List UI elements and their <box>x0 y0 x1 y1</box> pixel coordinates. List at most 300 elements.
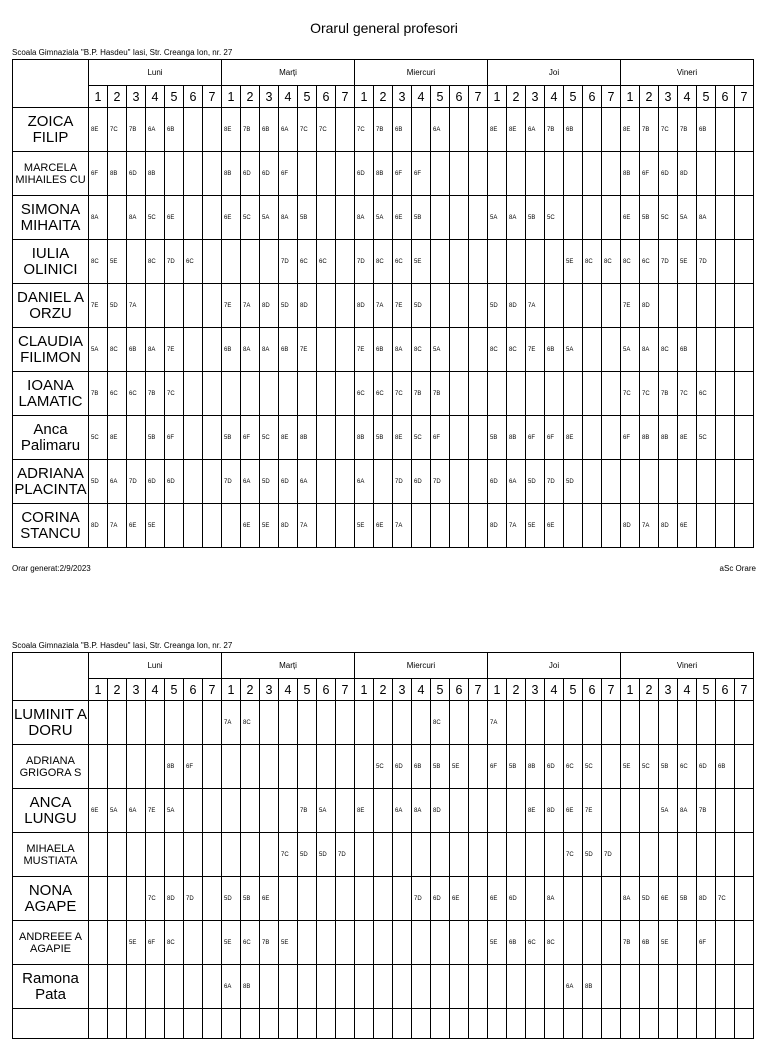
lesson-cell <box>583 284 602 328</box>
lesson-cell <box>89 921 108 965</box>
lesson-cell: 7C <box>621 372 640 416</box>
lesson-cell: 5A <box>621 328 640 372</box>
lesson-cell <box>374 877 393 921</box>
lesson-cell: 7D <box>659 240 678 284</box>
day-header-row <box>13 60 754 86</box>
lesson-cell: 6C <box>184 240 203 284</box>
lesson-cell <box>336 108 355 152</box>
lesson-cell: 8D <box>298 284 317 328</box>
lesson-cell: 8C <box>621 240 640 284</box>
lesson-cell <box>488 789 507 833</box>
lesson-cell: 6C <box>241 921 260 965</box>
lesson-cell: 5E <box>146 504 165 548</box>
lesson-cell: 6A <box>564 965 583 1009</box>
lesson-cell: 6E <box>241 504 260 548</box>
teacher-name: ZOICA FILIP <box>13 108 89 152</box>
lesson-cell <box>659 965 678 1009</box>
lesson-cell: 6E <box>222 196 241 240</box>
lesson-cell <box>602 152 621 196</box>
lesson-cell <box>165 833 184 877</box>
lesson-cell <box>507 833 526 877</box>
lesson-cell <box>526 152 545 196</box>
lesson-cell: 6D <box>545 745 564 789</box>
lesson-cell: 8E <box>355 789 374 833</box>
lesson-cell: 8C <box>108 328 127 372</box>
lesson-cell: 5A <box>89 328 108 372</box>
teacher-name: MIHAELA MUSTIATA <box>13 833 89 877</box>
lesson-cell <box>526 701 545 745</box>
lesson-cell <box>469 152 488 196</box>
lesson-cell <box>184 833 203 877</box>
period-number: 2 <box>507 679 526 701</box>
lesson-cell <box>317 196 336 240</box>
lesson-cell <box>678 921 697 965</box>
period-number: 5 <box>564 86 583 108</box>
teacher-name: LUMINIT A DORU <box>13 701 89 745</box>
lesson-cell <box>602 921 621 965</box>
lesson-cell <box>716 372 735 416</box>
lesson-cell <box>184 328 203 372</box>
lesson-cell: 6D <box>279 460 298 504</box>
period-number: 6 <box>583 86 602 108</box>
lesson-cell <box>317 416 336 460</box>
lesson-cell: 6D <box>412 460 431 504</box>
lesson-cell <box>469 416 488 460</box>
lesson-cell <box>317 965 336 1009</box>
lesson-cell: 8C <box>659 328 678 372</box>
lesson-cell: 6F <box>393 152 412 196</box>
lesson-cell <box>108 833 127 877</box>
lesson-cell <box>469 504 488 548</box>
lesson-cell: 8A <box>545 877 564 921</box>
lesson-cell <box>222 504 241 548</box>
lesson-cell: 7C <box>678 372 697 416</box>
lesson-cell <box>108 701 127 745</box>
lesson-cell: 6B <box>716 745 735 789</box>
lesson-cell <box>355 877 374 921</box>
lesson-cell <box>545 152 564 196</box>
lesson-cell <box>507 372 526 416</box>
period-number: 6 <box>184 86 203 108</box>
lesson-cell <box>279 789 298 833</box>
lesson-cell: 5C <box>89 416 108 460</box>
lesson-cell: 8D <box>89 504 108 548</box>
lesson-cell: 8D <box>678 152 697 196</box>
lesson-cell <box>260 833 279 877</box>
lesson-cell <box>412 921 431 965</box>
lesson-cell: 6D <box>260 152 279 196</box>
lesson-cell <box>317 328 336 372</box>
lesson-cell <box>412 108 431 152</box>
period-number: 4 <box>279 679 298 701</box>
lesson-cell: 7C <box>564 833 583 877</box>
lesson-cell <box>735 416 754 460</box>
lesson-cell: 8A <box>127 196 146 240</box>
lesson-cell: 6D <box>127 152 146 196</box>
lesson-cell: 6A <box>222 965 241 1009</box>
day-header: Marți <box>222 60 355 86</box>
lesson-cell: 6D <box>165 460 184 504</box>
lesson-cell: 6B <box>374 328 393 372</box>
lesson-cell: 8D <box>621 504 640 548</box>
lesson-cell: 5A <box>431 328 450 372</box>
lesson-cell <box>412 701 431 745</box>
teacher-row <box>13 504 754 548</box>
lesson-cell: 6E <box>659 877 678 921</box>
lesson-cell <box>526 833 545 877</box>
lesson-cell: 7A <box>222 701 241 745</box>
lesson-cell: 7B <box>621 921 640 965</box>
lesson-cell: 8A <box>621 877 640 921</box>
period-number: 4 <box>545 679 564 701</box>
lesson-cell <box>583 877 602 921</box>
teacher-row <box>13 701 754 745</box>
lesson-cell <box>146 701 165 745</box>
document-title: Orarul general profesori <box>310 20 458 36</box>
period-number: 4 <box>412 86 431 108</box>
lesson-cell <box>450 108 469 152</box>
lesson-cell: 6A <box>241 460 260 504</box>
lesson-cell <box>602 701 621 745</box>
lesson-cell: 5D <box>279 284 298 328</box>
lesson-cell <box>450 833 469 877</box>
lesson-cell: 8D <box>545 789 564 833</box>
period-number: 6 <box>450 86 469 108</box>
lesson-cell <box>583 416 602 460</box>
lesson-cell <box>507 789 526 833</box>
period-number: 1 <box>488 86 507 108</box>
lesson-cell <box>716 284 735 328</box>
lesson-cell <box>602 789 621 833</box>
corner-cell <box>13 60 89 108</box>
lesson-cell: 6D <box>488 460 507 504</box>
lesson-cell: 8E <box>564 416 583 460</box>
lesson-cell: 5B <box>146 416 165 460</box>
lesson-cell: 6C <box>697 372 716 416</box>
lesson-cell <box>336 701 355 745</box>
teacher-row <box>13 745 754 789</box>
lesson-cell: 8D <box>488 504 507 548</box>
lesson-cell <box>317 372 336 416</box>
lesson-cell <box>298 965 317 1009</box>
lesson-cell <box>716 108 735 152</box>
lesson-cell <box>640 789 659 833</box>
lesson-cell <box>108 877 127 921</box>
lesson-cell: 6F <box>431 416 450 460</box>
lesson-cell: 6C <box>127 372 146 416</box>
lesson-cell <box>564 877 583 921</box>
lesson-cell <box>317 460 336 504</box>
lesson-cell: 7D <box>697 240 716 284</box>
lesson-cell: 7D <box>184 877 203 921</box>
lesson-cell: 8D <box>507 284 526 328</box>
lesson-cell <box>431 965 450 1009</box>
lesson-cell <box>184 416 203 460</box>
lesson-cell <box>165 504 184 548</box>
period-number: 3 <box>127 86 146 108</box>
lesson-cell: 8C <box>241 701 260 745</box>
lesson-cell <box>336 877 355 921</box>
lesson-cell <box>203 152 222 196</box>
lesson-cell <box>469 745 488 789</box>
lesson-cell <box>374 789 393 833</box>
period-number: 2 <box>241 679 260 701</box>
school-header: Scoala Gimnaziala "B.P. Hasdeu" Iasi, Str. Creanga Ion, nr. 27 <box>12 641 233 650</box>
lesson-cell <box>564 284 583 328</box>
lesson-cell <box>298 921 317 965</box>
lesson-cell <box>583 921 602 965</box>
period-number: 2 <box>374 86 393 108</box>
lesson-cell: 6C <box>564 745 583 789</box>
lesson-cell <box>450 240 469 284</box>
lesson-cell: 5E <box>260 504 279 548</box>
period-number: 7 <box>336 86 355 108</box>
period-number: 1 <box>621 679 640 701</box>
lesson-cell: 8C <box>412 328 431 372</box>
lesson-cell <box>716 965 735 1009</box>
lesson-cell: 5D <box>108 284 127 328</box>
lesson-cell <box>735 196 754 240</box>
lesson-cell <box>203 328 222 372</box>
lesson-cell <box>393 701 412 745</box>
lesson-cell: 5C <box>260 416 279 460</box>
lesson-cell <box>127 877 146 921</box>
lesson-cell <box>336 460 355 504</box>
lesson-cell <box>298 372 317 416</box>
lesson-cell: 7B <box>431 372 450 416</box>
period-number: 6 <box>716 679 735 701</box>
lesson-cell <box>545 833 564 877</box>
lesson-cell: 5D <box>298 833 317 877</box>
lesson-cell: 8B <box>583 965 602 1009</box>
lesson-cell: 6B <box>260 108 279 152</box>
lesson-cell <box>336 372 355 416</box>
lesson-cell <box>317 284 336 328</box>
lesson-cell: 8D <box>260 284 279 328</box>
teacher-name: ANCA LUNGU <box>13 789 89 833</box>
lesson-cell <box>203 460 222 504</box>
lesson-cell <box>659 460 678 504</box>
lesson-cell: 6C <box>640 240 659 284</box>
lesson-cell: 5A <box>260 196 279 240</box>
lesson-cell: 6F <box>640 152 659 196</box>
lesson-cell <box>241 240 260 284</box>
lesson-cell: 8E <box>678 416 697 460</box>
period-number: 7 <box>735 679 754 701</box>
lesson-cell <box>697 504 716 548</box>
lesson-cell <box>545 372 564 416</box>
lesson-cell <box>716 240 735 284</box>
day-header: Marți <box>222 653 355 679</box>
lesson-cell: 7C <box>355 108 374 152</box>
lesson-cell: 5A <box>108 789 127 833</box>
lesson-cell: 6A <box>431 108 450 152</box>
lesson-cell <box>127 833 146 877</box>
lesson-cell <box>640 833 659 877</box>
lesson-cell: 7D <box>222 460 241 504</box>
lesson-cell: 6F <box>184 745 203 789</box>
period-number: 3 <box>659 86 678 108</box>
lesson-cell: 5B <box>488 416 507 460</box>
lesson-cell: 7E <box>621 284 640 328</box>
lesson-cell <box>602 745 621 789</box>
lesson-cell <box>735 460 754 504</box>
lesson-cell <box>507 152 526 196</box>
school-header: Scoala Gimnaziala "B.P. Hasdeu" Iasi, Str. Creanga Ion, nr. 27 <box>12 48 233 57</box>
lesson-cell <box>298 152 317 196</box>
lesson-cell <box>279 701 298 745</box>
lesson-cell: 6D <box>659 152 678 196</box>
lesson-cell: 8C <box>583 240 602 284</box>
lesson-cell <box>89 701 108 745</box>
lesson-cell <box>583 372 602 416</box>
timetable <box>12 59 754 548</box>
lesson-cell <box>203 416 222 460</box>
lesson-cell <box>678 460 697 504</box>
lesson-cell <box>564 372 583 416</box>
lesson-cell <box>640 460 659 504</box>
lesson-cell <box>203 108 222 152</box>
lesson-cell <box>450 372 469 416</box>
teacher-name: CORINA STANCU <box>13 504 89 548</box>
lesson-cell <box>602 460 621 504</box>
lesson-cell <box>203 284 222 328</box>
teacher-name: SIMONA MIHAITA <box>13 196 89 240</box>
period-number: 5 <box>298 86 317 108</box>
period-number: 1 <box>89 679 108 701</box>
lesson-cell <box>260 372 279 416</box>
lesson-cell: 6A <box>393 789 412 833</box>
period-number: 3 <box>526 86 545 108</box>
lesson-cell: 5A <box>659 789 678 833</box>
lesson-cell: 6B <box>640 921 659 965</box>
period-number: 6 <box>583 679 602 701</box>
lesson-cell <box>412 965 431 1009</box>
lesson-cell: 8E <box>393 416 412 460</box>
lesson-cell <box>621 701 640 745</box>
lesson-cell <box>393 921 412 965</box>
lesson-cell: 6C <box>374 372 393 416</box>
lesson-cell <box>469 284 488 328</box>
lesson-cell: 5C <box>640 745 659 789</box>
lesson-cell: 8B <box>222 152 241 196</box>
lesson-cell <box>469 240 488 284</box>
period-number: 5 <box>298 679 317 701</box>
lesson-cell: 8E <box>108 416 127 460</box>
period-number: 7 <box>469 679 488 701</box>
lesson-cell <box>488 240 507 284</box>
lesson-cell <box>545 240 564 284</box>
lesson-cell <box>203 745 222 789</box>
timetable <box>12 652 754 1039</box>
lesson-cell: 8A <box>393 328 412 372</box>
lesson-cell <box>716 504 735 548</box>
period-number: 6 <box>317 86 336 108</box>
lesson-cell: 8A <box>355 196 374 240</box>
period-number: 3 <box>393 679 412 701</box>
lesson-cell: 5D <box>89 460 108 504</box>
lesson-cell: 6E <box>564 789 583 833</box>
lesson-cell <box>336 328 355 372</box>
lesson-cell <box>127 416 146 460</box>
lesson-cell: 5D <box>317 833 336 877</box>
period-number: 2 <box>241 86 260 108</box>
lesson-cell: 6F <box>165 416 184 460</box>
lesson-cell <box>222 372 241 416</box>
lesson-cell: 8A <box>412 789 431 833</box>
lesson-cell: 6B <box>545 328 564 372</box>
day-header: Joi <box>488 653 621 679</box>
lesson-cell <box>184 152 203 196</box>
lesson-cell <box>127 745 146 789</box>
lesson-cell <box>735 833 754 877</box>
lesson-cell: 6B <box>697 108 716 152</box>
lesson-cell <box>317 152 336 196</box>
lesson-cell <box>222 789 241 833</box>
teacher-name: Ramona Pata <box>13 965 89 1009</box>
lesson-cell <box>393 965 412 1009</box>
lesson-cell: 8A <box>260 328 279 372</box>
period-number: 2 <box>640 679 659 701</box>
period-number: 7 <box>336 679 355 701</box>
lesson-cell <box>469 789 488 833</box>
lesson-cell <box>203 372 222 416</box>
lesson-cell: 6F <box>241 416 260 460</box>
lesson-cell: 6F <box>488 745 507 789</box>
lesson-cell <box>146 745 165 789</box>
period-number: 6 <box>184 679 203 701</box>
lesson-cell: 7B <box>412 372 431 416</box>
period-number: 7 <box>469 86 488 108</box>
lesson-cell <box>583 196 602 240</box>
period-number: 5 <box>431 679 450 701</box>
lesson-cell: 7C <box>716 877 735 921</box>
lesson-cell: 7A <box>526 284 545 328</box>
lesson-cell: 5C <box>545 196 564 240</box>
lesson-cell: 7E <box>355 328 374 372</box>
lesson-cell: 5C <box>146 196 165 240</box>
lesson-cell: 6E <box>450 877 469 921</box>
teacher-row <box>13 965 754 1009</box>
lesson-cell: 7D <box>412 877 431 921</box>
lesson-cell <box>716 921 735 965</box>
lesson-cell <box>678 284 697 328</box>
lesson-cell <box>203 921 222 965</box>
lesson-cell: 6A <box>108 460 127 504</box>
lesson-cell <box>716 460 735 504</box>
lesson-cell <box>697 701 716 745</box>
lesson-cell <box>469 877 488 921</box>
lesson-cell: 6E <box>260 877 279 921</box>
lesson-cell <box>203 196 222 240</box>
lesson-cell: 5E <box>222 921 241 965</box>
lesson-cell: 7C <box>640 372 659 416</box>
lesson-cell <box>564 152 583 196</box>
lesson-cell <box>602 965 621 1009</box>
teacher-name: IULIA OLINICI <box>13 240 89 284</box>
lesson-cell: 6B <box>279 328 298 372</box>
period-number: 3 <box>526 679 545 701</box>
lesson-cell: 5D <box>583 833 602 877</box>
lesson-cell: 5E <box>678 240 697 284</box>
lesson-cell: 7A <box>298 504 317 548</box>
lesson-cell <box>412 833 431 877</box>
period-number: 6 <box>716 86 735 108</box>
lesson-cell <box>545 701 564 745</box>
lesson-cell <box>735 701 754 745</box>
lesson-cell: 6B <box>564 108 583 152</box>
lesson-cell: 5E <box>412 240 431 284</box>
